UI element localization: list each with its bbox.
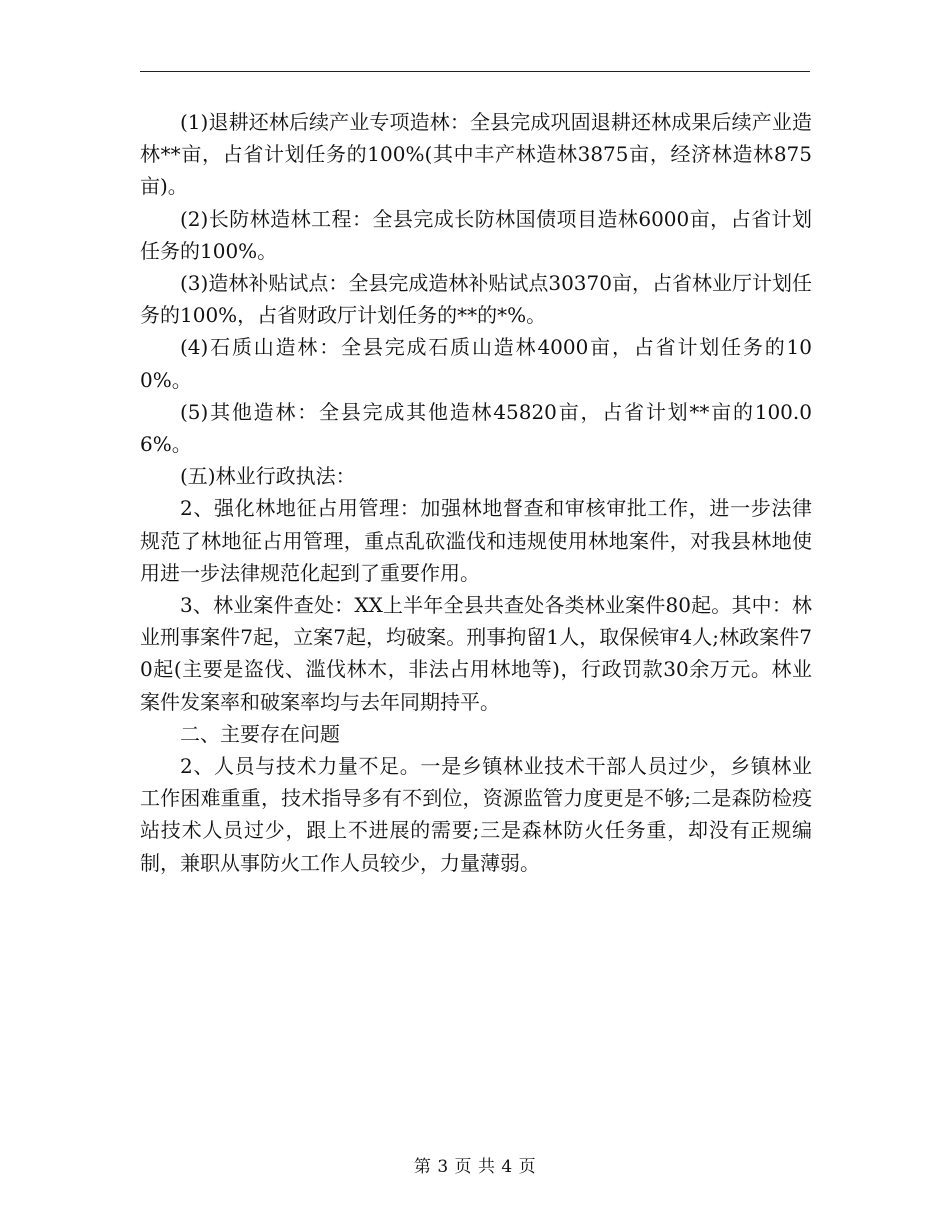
section-heading-main-problems: 二、主要存在问题	[180, 721, 340, 746]
page-number-label: 第 3 页 共 4 页	[413, 1157, 537, 1177]
paragraph-converted-farmland-afforestation: (1)退耕还林后续产业专项造林：全县完成巩固退耕还林成果后续产业造林**亩，占省计划任务的100%(其中丰产林造林3875亩，经济林造林875亩)。	[140, 110, 812, 199]
paragraph-shelterbelt-project: (2)长防林造林工程：全县完成长防林国债项目造林6000亩，占省计划任务的100%。	[140, 206, 812, 263]
paragraph-afforestation-subsidy: (3)造林补贴试点：全县完成造林补贴试点30370亩，占省林业厅计划任务的100%，占省财政厅计划任务的**的*%。	[140, 271, 812, 328]
paragraph-forest-land-management: 2、强化林地征占用管理：加强林地督查和审核审批工作，进一步法律规范了林地征占用管理，重点乱砍滥伐和违规使用林地案件，对我县林地使用进一步法律规范化起到了重要作用。	[140, 496, 812, 585]
paragraph-other-afforestation: (5)其他造林：全县完成其他造林45820亩，占省计划**亩的100.06%。	[140, 399, 812, 457]
section-heading-forestry-law-enforcement: (五)林业行政执法：	[180, 464, 356, 489]
page-footer	[0, 1152, 950, 1177]
paragraph-forestry-case-investigation: 3、林业案件查处：XX上半年全县共查处各类林业案件80起。其中：林业刑事案件7起，立案7起，均破案。刑事拘留1人，取保候审4人;林政案件70起(主要是盗伐、滥伐林木，非法占用林地等)，行政罚款30余万元。林业案件发案率和破案率均与去年同期持平。	[140, 593, 812, 714]
document-body	[140, 106, 812, 879]
paragraph-rocky-mountain-afforestation: (4)石质山造林：全县完成石质山造林4000亩，占省计划任务的100%。	[140, 335, 812, 392]
paragraph-staffing-shortage: 2、人员与技术力量不足。一是乡镇林业技术干部人员过少，乡镇林业工作困难重重，技术指导多有不到位，资源监管力度更是不够;二是森防检疫站技术人员过少，跟上不进展的需要;三是森林防火任务重，却没有正规编制，兼职从事防火工作人员较少，力量薄弱。	[140, 754, 812, 875]
header-rule	[140, 71, 810, 72]
